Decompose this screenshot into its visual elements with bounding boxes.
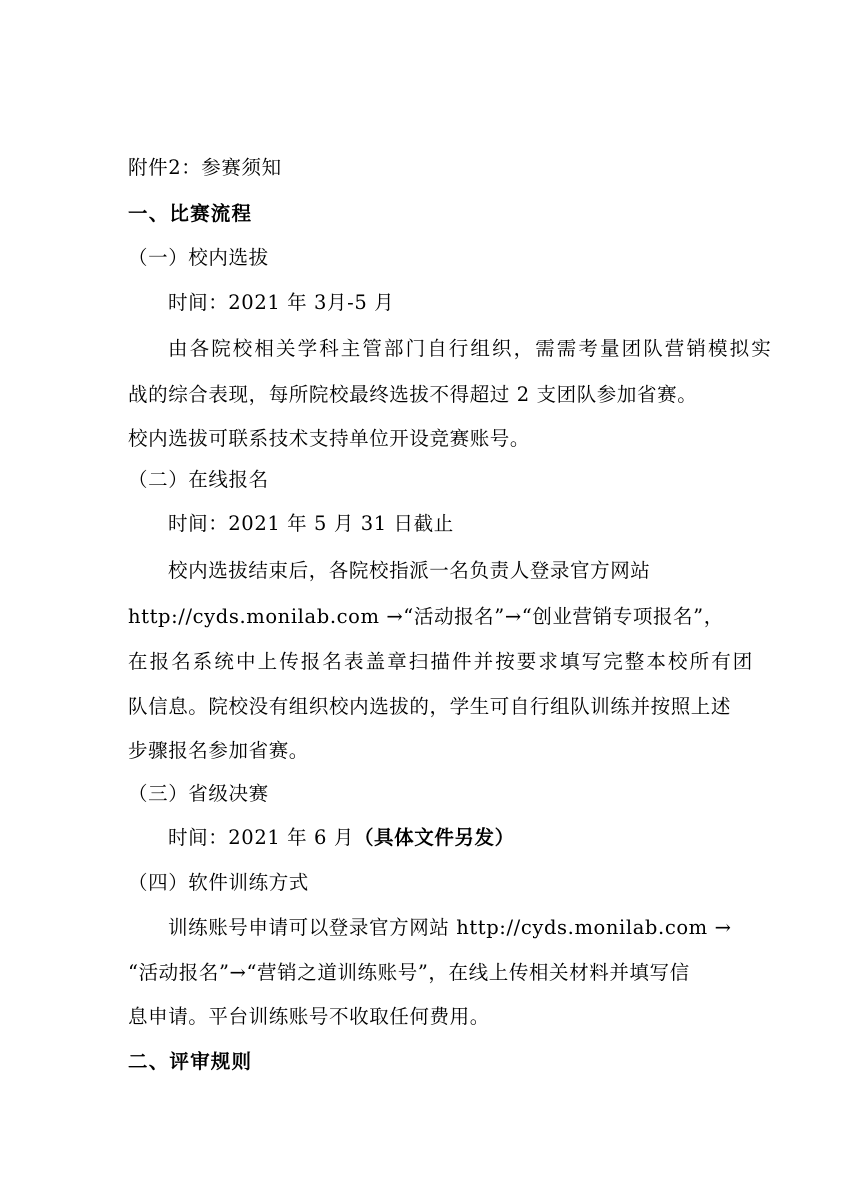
subheading-software-training: （四）软件训练方式: [128, 871, 309, 894]
provincial-final-time: [168, 824, 768, 852]
provincial-final-note: （具体文件另发）: [353, 826, 515, 849]
section-heading-competition-process: 一、比赛流程: [128, 202, 253, 225]
online-registration-time: 时间：2021 年 5 月 31 日截止: [168, 512, 454, 535]
paragraph-line: 由各院校相关学科主管部门自行组织，需需考量团队营销模拟实: [168, 337, 773, 360]
paragraph-line: 在报名系统中上传报名表盖章扫描件并按要求填写完整本校所有团: [128, 650, 755, 673]
paragraph-line-with-url: 训练账号申请可以登录官方网站 http://cyds.monilab.com →: [168, 916, 732, 939]
campus-selection-time: 时间：2021 年 3月-5 月: [168, 291, 395, 314]
subheading-online-registration: （二）在线报名: [128, 468, 269, 491]
paragraph-line: 队信息。院校没有组织校内选拔的，学生可自行组队训练并按照上述: [128, 695, 732, 718]
subheading-provincial-final: （三）省级决赛: [128, 782, 269, 805]
paragraph-line-with-url: http://cyds.monilab.com →“活动报名”→“创业营销专项报名”，: [128, 605, 724, 628]
paragraph-line: 步骤报名参加省赛。: [128, 739, 309, 762]
section-heading-review-rules: 二、评审规则: [128, 1050, 253, 1073]
paragraph-line: 息申请。平台训练账号不收取任何费用。: [128, 1005, 490, 1028]
paragraph-line: 校内选拔结束后，各院校指派一名负责人登录官方网站: [168, 559, 651, 582]
paragraph-line: “活动报名”→“营销之道训练账号”，在线上传相关材料并填写信: [128, 961, 690, 984]
subheading-campus-selection: （一）校内选拔: [128, 246, 269, 269]
paragraph-line: 校内选拔可联系技术支持单位开设竞赛账号。: [128, 427, 531, 450]
provincial-final-time-text: 时间：2021 年 6 月: [168, 826, 354, 849]
paragraph-line: 战的综合表现，每所院校最终选拔不得超过 2 支团队参加省赛。: [128, 383, 698, 406]
attachment-title: 附件2：参赛须知: [128, 156, 282, 179]
